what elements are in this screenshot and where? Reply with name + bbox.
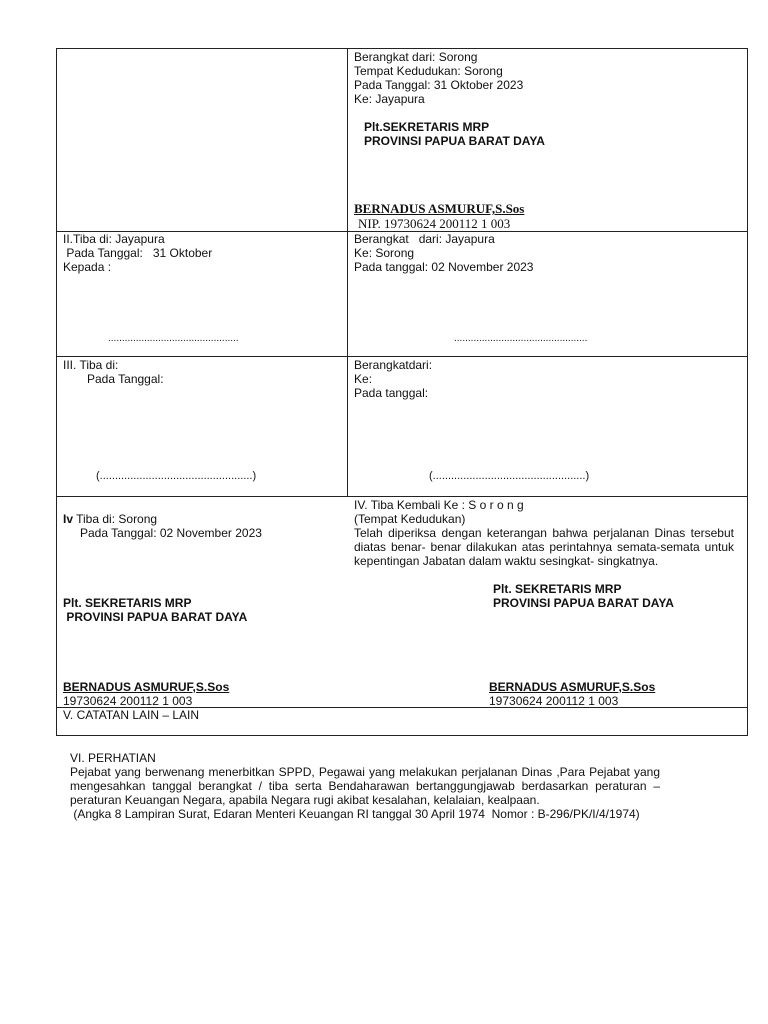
section6-reference: (Angka 8 Lampiran Surat, Edaran Menteri Keuangan RI tanggal 30 April 1974 Nomor : B-296/PK/I/4/1974) [70, 807, 640, 821]
box4-right-official-title: Plt. SEKRETARIS MRP [493, 582, 622, 596]
box4-right-signatory-name: BERNADUS ASMURUF,S.Sos [489, 680, 656, 694]
section6-body: Pejabat yang berwenang menerbitkan SPPD, Pegawai yang melakukan perjalanan Dinas ,Para Pejabat yang mengesahkan tanggal berangkat / tiba serta Bendaharawan bertanggungjawab berdasarkan peraturan – peraturan Keuangan Negara, apabila Negara rugi akibat kesalahan, kelalaian, kealpaan. [70, 765, 660, 807]
section6-heading: VI. PERHATIAN [70, 751, 156, 765]
box1-line-date: Pada Tanggal: 31 Oktober 2023 [354, 78, 524, 92]
box1-signatory-nip: NIP. 19730624 200112 1 003 [358, 216, 511, 231]
box3-left-line-arrive: III. Tiba di: [63, 358, 119, 372]
divider-column [347, 48, 348, 496]
box4-right-statement: Telah diperiksa dengan keterangan bahwa perjalanan Dinas tersebut diatas benar- benar dilakukan atas perintahnya semata-semata untuk kepentingan Jabatan dalam waktu sesingkat- singkatnya. [354, 526, 734, 568]
divider-row-3 [56, 496, 748, 497]
box4-right-subheading: (Tempat Kedudukan) [354, 512, 466, 526]
box2-right-line-to: Ke: Sorong [354, 246, 415, 260]
box1-line-from: Berangkat dari: Sorong [354, 50, 478, 64]
box2-right-line-from: Berangkat dari: Jayapura [354, 232, 495, 246]
box1-line-to: Ke: Jayapura [354, 92, 425, 106]
box4-left-signatory-nip: 19730624 200112 1 003 [63, 694, 193, 708]
box3-right-line-to: Ke: [354, 372, 373, 386]
box3-right-line-date: Pada tanggal: [354, 386, 429, 400]
box4-left-official-province: PROVINSI PAPUA BARAT DAYA [63, 610, 248, 624]
box3-left-line-date: Pada Tanggal: [87, 372, 164, 386]
box4-right-heading: IV. Tiba Kembali Ke : S o r o n g [354, 498, 524, 512]
box2-right-line-date: Pada tanggal: 02 November 2023 [354, 260, 534, 274]
box3-right-signature-line: (..................................................) [429, 470, 590, 482]
box3-left-signature-line: (..................................................) [96, 470, 257, 482]
box2-left-line-arrive: II.Tiba di: Jayapura [63, 232, 165, 246]
box1-official-province: PROVINSI PAPUA BARAT DAYA [364, 134, 545, 148]
box4-right-signatory-nip: 19730624 200112 1 003 [489, 694, 619, 708]
box4-left-line-date: Pada Tanggal: 02 November 2023 [80, 526, 262, 540]
box3-right-line-from: Berangkatdari: [354, 358, 433, 372]
box2-right-signature-line: ................................................ [454, 333, 588, 344]
divider-row-2 [56, 356, 748, 357]
box1-official-title: Plt.SEKRETARIS MRP [364, 120, 490, 134]
box2-left-line-to: Kepada : [63, 260, 112, 274]
box4-left-line-arrive: Iv Tiba di: Sorong [63, 512, 158, 526]
box1-signatory-name: BERNADUS ASMURUF,S.Sos [354, 201, 525, 216]
box1-line-domicile: Tempat Kedudukan: Sorong [354, 64, 503, 78]
box4-right-official-province: PROVINSI PAPUA BARAT DAYA [493, 596, 674, 610]
box2-left-signature-line: ............................................... [108, 333, 239, 344]
box4-left-official-title: Plt. SEKRETARIS MRP [63, 596, 192, 610]
box5-notes-label: V. CATATAN LAIN – LAIN [63, 708, 200, 722]
box4-left-signatory-name: BERNADUS ASMURUF,S.Sos [63, 680, 230, 694]
box2-left-line-date: Pada Tanggal: 31 Oktober [63, 246, 213, 260]
